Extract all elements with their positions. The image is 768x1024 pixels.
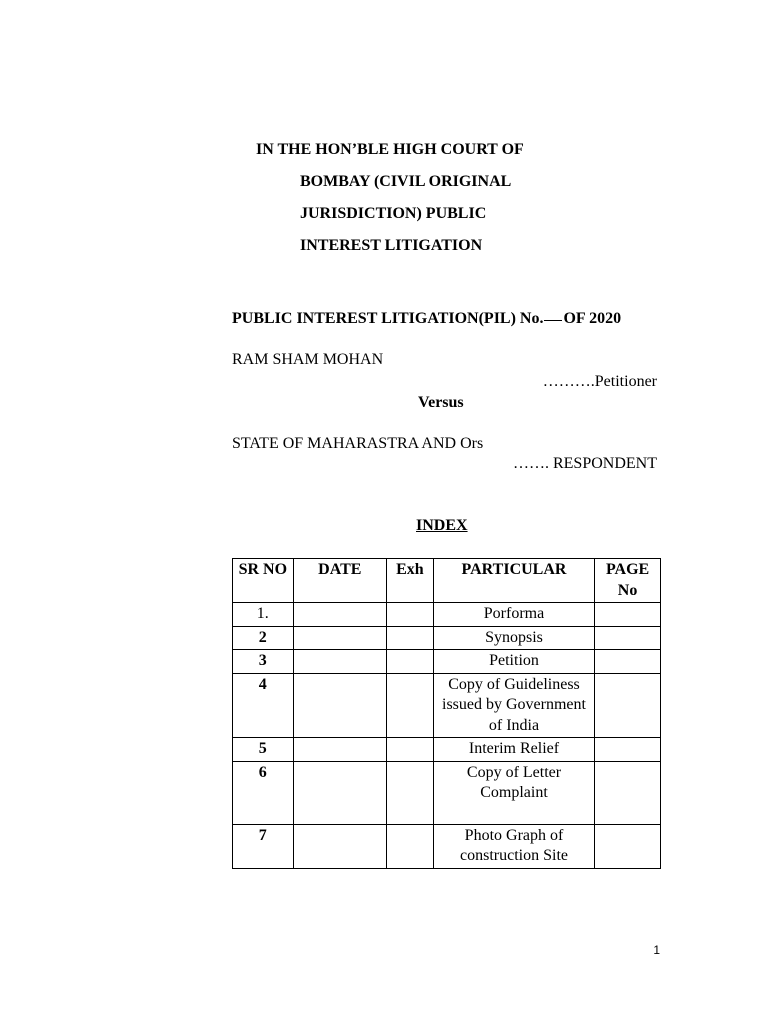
table-row bbox=[233, 650, 661, 674]
cell-sr: 3 bbox=[233, 650, 294, 674]
cell-exh bbox=[387, 603, 434, 627]
cell-sr: 4 bbox=[233, 673, 294, 738]
versus-label: Versus bbox=[418, 394, 464, 411]
header-exh: Exh bbox=[387, 559, 434, 603]
index-title: INDEX bbox=[416, 517, 468, 534]
cell-particular: Photo Graph of construction Site bbox=[433, 824, 594, 868]
cell-particular: Petition bbox=[433, 650, 594, 674]
table-row bbox=[233, 824, 661, 868]
court-heading-line: JURISDICTION) PUBLIC bbox=[300, 205, 487, 222]
cell-page bbox=[595, 824, 661, 868]
cell-exh bbox=[387, 824, 434, 868]
petitioner-role: ……….Petitioner bbox=[542, 373, 657, 390]
pil-number-blank bbox=[544, 319, 562, 321]
cell-date bbox=[293, 626, 386, 650]
cell-particular: Interim Relief bbox=[433, 738, 594, 762]
cell-sr: 5 bbox=[233, 738, 294, 762]
table-row bbox=[233, 761, 661, 824]
court-heading-line: INTEREST LITIGATION bbox=[300, 237, 483, 254]
index-header-row bbox=[233, 559, 661, 603]
cell-page bbox=[595, 603, 661, 627]
cell-particular: Synopsis bbox=[433, 626, 594, 650]
table-row bbox=[233, 738, 661, 762]
index-table bbox=[232, 558, 661, 869]
cell-exh bbox=[387, 673, 434, 738]
court-heading-line: BOMBAY (CIVIL ORIGINAL bbox=[300, 173, 512, 190]
table-row bbox=[233, 626, 661, 650]
page-number: 1 bbox=[653, 943, 660, 957]
cell-sr: 1. bbox=[233, 603, 294, 627]
pil-title-prefix: PUBLIC INTEREST LITIGATION(PIL) No. bbox=[232, 310, 544, 327]
cell-exh bbox=[387, 650, 434, 674]
header-sr-no: SR NO bbox=[233, 559, 294, 603]
cell-date bbox=[293, 738, 386, 762]
header-date: DATE bbox=[293, 559, 386, 603]
petitioner-name: RAM SHAM MOHAN bbox=[232, 351, 384, 368]
respondent-role: ……. RESPONDENT bbox=[512, 455, 657, 472]
pil-title bbox=[232, 310, 621, 328]
cell-particular: Copy of Letter Complaint bbox=[433, 761, 594, 824]
cell-date bbox=[293, 650, 386, 674]
cell-date bbox=[293, 603, 386, 627]
court-heading-line: IN THE HON’BLE HIGH COURT OF bbox=[256, 141, 524, 158]
header-page-no: PAGE No bbox=[595, 559, 661, 603]
cell-exh bbox=[387, 761, 434, 824]
pil-title-suffix: OF 2020 bbox=[563, 310, 622, 327]
header-particular: PARTICULAR bbox=[433, 559, 594, 603]
cell-particular: Copy of Guideliness issued by Government of India bbox=[433, 673, 594, 738]
cell-page bbox=[595, 650, 661, 674]
cell-date bbox=[293, 673, 386, 738]
cell-page bbox=[595, 626, 661, 650]
cell-date bbox=[293, 761, 386, 824]
cell-exh bbox=[387, 738, 434, 762]
cell-page bbox=[595, 761, 661, 824]
table-row bbox=[233, 603, 661, 627]
cell-sr: 7 bbox=[233, 824, 294, 868]
cell-page bbox=[595, 738, 661, 762]
cell-exh bbox=[387, 626, 434, 650]
table-row bbox=[233, 673, 661, 738]
cell-sr: 6 bbox=[233, 761, 294, 824]
cell-sr: 2 bbox=[233, 626, 294, 650]
cell-particular: Porforma bbox=[433, 603, 594, 627]
cell-page bbox=[595, 673, 661, 738]
cell-date bbox=[293, 824, 386, 868]
respondent-name: STATE OF MAHARASTRA AND Ors bbox=[232, 435, 484, 452]
